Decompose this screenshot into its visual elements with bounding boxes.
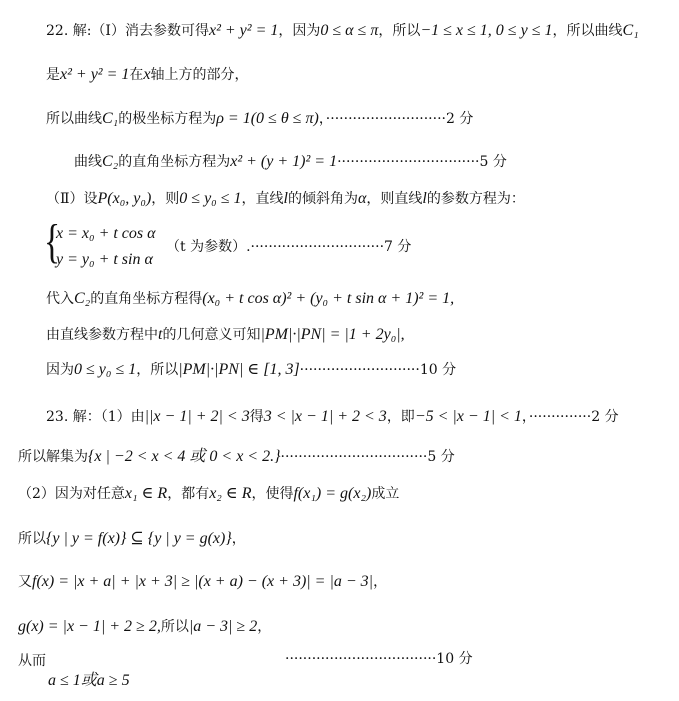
text: 的几何意义可知 <box>162 327 261 343</box>
f-inequality: f(x) = |x + a| + |x + 3| ≥ |(x + a) − (x + 3)| = |a − 3| <box>32 573 374 590</box>
text: 得 <box>249 409 264 425</box>
q22-line-4 <box>74 153 507 171</box>
g-inequality: g(x) = |x − 1| + 2 ≥ 2, <box>18 618 161 635</box>
inequality-3: −5 < |x − 1| < 1 <box>414 408 522 425</box>
final-answer: a ≤ 1或a ≥ 5 <box>48 672 130 689</box>
q22-line-1 <box>46 22 639 40</box>
text: 所以解集为 <box>18 449 88 465</box>
q23-line-4 <box>18 530 246 548</box>
circle-equation: x² + y² = 1 <box>208 22 279 39</box>
text: 成立 <box>371 486 400 502</box>
text: ，所以 <box>378 23 421 39</box>
curve-c2: C₂ <box>74 290 91 307</box>
substituted-equation: (x₀ + t cos α)² + (y₀ + t sin α + 1)² = 1, <box>202 290 455 307</box>
text: 在 <box>129 67 144 83</box>
f-equals-g: f(x₁) = g(x₂) <box>293 485 372 502</box>
q22-line-3 <box>46 110 473 128</box>
q23-score-10 <box>285 650 473 668</box>
text: ，直线 <box>241 191 284 207</box>
range-subset: {y | y = f(x)} ⊆ {y | y = g(x)} <box>46 530 232 547</box>
text: 是 <box>46 67 60 83</box>
text: ， <box>231 531 246 547</box>
text: ， <box>373 574 388 590</box>
score-5: ································5 分 <box>337 154 507 170</box>
text: （2）因为对任意 <box>18 486 125 502</box>
score-2: ，···························2 分 <box>318 111 474 127</box>
inequality: ||x − 1| + 2| < 3 <box>144 408 250 425</box>
text: 的参数方程为： <box>426 191 525 207</box>
score-2: ，··············2 分 <box>521 409 619 425</box>
q22-result-line <box>46 361 456 379</box>
text: ，则直线 <box>366 191 423 207</box>
line-l: l <box>422 190 427 207</box>
text: ，所以 <box>136 362 179 378</box>
curve-c2: C₂ <box>102 153 119 170</box>
param-eq-y <box>56 251 153 269</box>
q23-line-1 <box>46 408 619 426</box>
q22-line-2 <box>46 66 249 84</box>
curve-c1: C₁ <box>102 110 119 127</box>
text: 所以 <box>160 619 189 635</box>
text: 从而 <box>18 653 46 669</box>
text: ， <box>257 619 272 635</box>
text: 代入 <box>46 291 74 307</box>
text: 曲线 <box>74 154 102 170</box>
text: 由直线参数方程中 <box>46 327 158 343</box>
line-l: l <box>283 190 288 207</box>
q23-intro: 23. 解：（1）由 <box>46 409 145 425</box>
param-note: （t 为参数）. <box>166 239 251 255</box>
q23-line-2 <box>18 448 455 466</box>
text: ，即 <box>386 409 415 425</box>
text: 又 <box>18 574 32 590</box>
text: ，则 <box>151 191 180 207</box>
inequality-2: 3 < |x − 1| + 2 < 3 <box>263 408 387 425</box>
q23-line-7 <box>18 652 46 670</box>
alpha: α <box>357 190 367 207</box>
text: 的倾斜角为 <box>287 191 358 207</box>
param-eq-x <box>56 225 156 243</box>
solution-set: {x | −2 < x < 4 或 0 < x < 2.} <box>88 448 281 465</box>
q23-line-8 <box>48 672 130 690</box>
q22-part2-line <box>46 190 525 208</box>
text: （Ⅱ）设 <box>46 191 98 207</box>
text: 的极坐标方程为 <box>118 111 217 127</box>
point-p: P(x₀, y₀) <box>97 190 152 207</box>
y0-range: 0 ≤ y₀ ≤ 1 <box>74 361 137 378</box>
text: ，所以曲线 <box>552 23 623 39</box>
text: ，因为 <box>278 23 321 39</box>
xy-range: −1 ≤ x ≤ 1, 0 ≤ y ≤ 1 <box>420 22 553 39</box>
q23-line-5 <box>18 573 387 591</box>
param-note-line <box>166 238 411 256</box>
polar-equation: ρ = 1(0 ≤ θ ≤ π) <box>216 110 319 127</box>
param-y: y = y₀ + t sin α <box>56 251 153 268</box>
text: ，都有 <box>167 486 210 502</box>
score-5: ·································5 分 <box>280 449 455 465</box>
score-10: ··································10 分 <box>285 651 473 667</box>
text: 轴上方的部分， <box>150 67 249 83</box>
x1-in-r: x₁ ∈ R <box>124 485 168 502</box>
x-variable: x <box>143 66 151 83</box>
alpha-range: 0 ≤ α ≤ π <box>320 22 379 39</box>
circle-equation: x² + y² = 1 <box>60 66 130 83</box>
a-inequality: |a − 3| ≥ 2 <box>188 618 258 635</box>
text: 因为 <box>46 362 74 378</box>
c2-equation: x² + (y + 1)² = 1 <box>230 153 338 170</box>
t-variable: t <box>158 326 163 343</box>
q23-line-3 <box>18 485 399 503</box>
q22-geo-line <box>46 326 405 344</box>
text: ，使得 <box>251 486 294 502</box>
text: 所以 <box>18 531 46 547</box>
pm-pn-range: |PM|·|PN| ∈ [1, 3] <box>178 361 300 378</box>
y0-range: 0 ≤ y₀ ≤ 1 <box>179 190 242 207</box>
x2-in-r: x₂ ∈ R <box>209 485 252 502</box>
text: 的直角坐标方程得 <box>90 291 203 307</box>
param-x: x = x₀ + t cos α <box>56 225 156 242</box>
q22-intro: 22. 解:（Ⅰ）消去参数可得 <box>46 23 209 39</box>
q23-line-6 <box>18 618 271 636</box>
text: 所以曲线 <box>46 111 102 127</box>
text: 的直角坐标方程为 <box>118 154 231 170</box>
q22-substitute-line <box>46 290 454 308</box>
system-brace: { <box>44 215 61 268</box>
score-10: ···························10 分 <box>299 362 457 378</box>
curve-c1: C₁ <box>622 22 639 39</box>
pm-pn-equation: |PM|·|PN| = |1 + 2y₀|, <box>260 326 405 343</box>
score-7: ······························7 分 <box>250 239 412 255</box>
